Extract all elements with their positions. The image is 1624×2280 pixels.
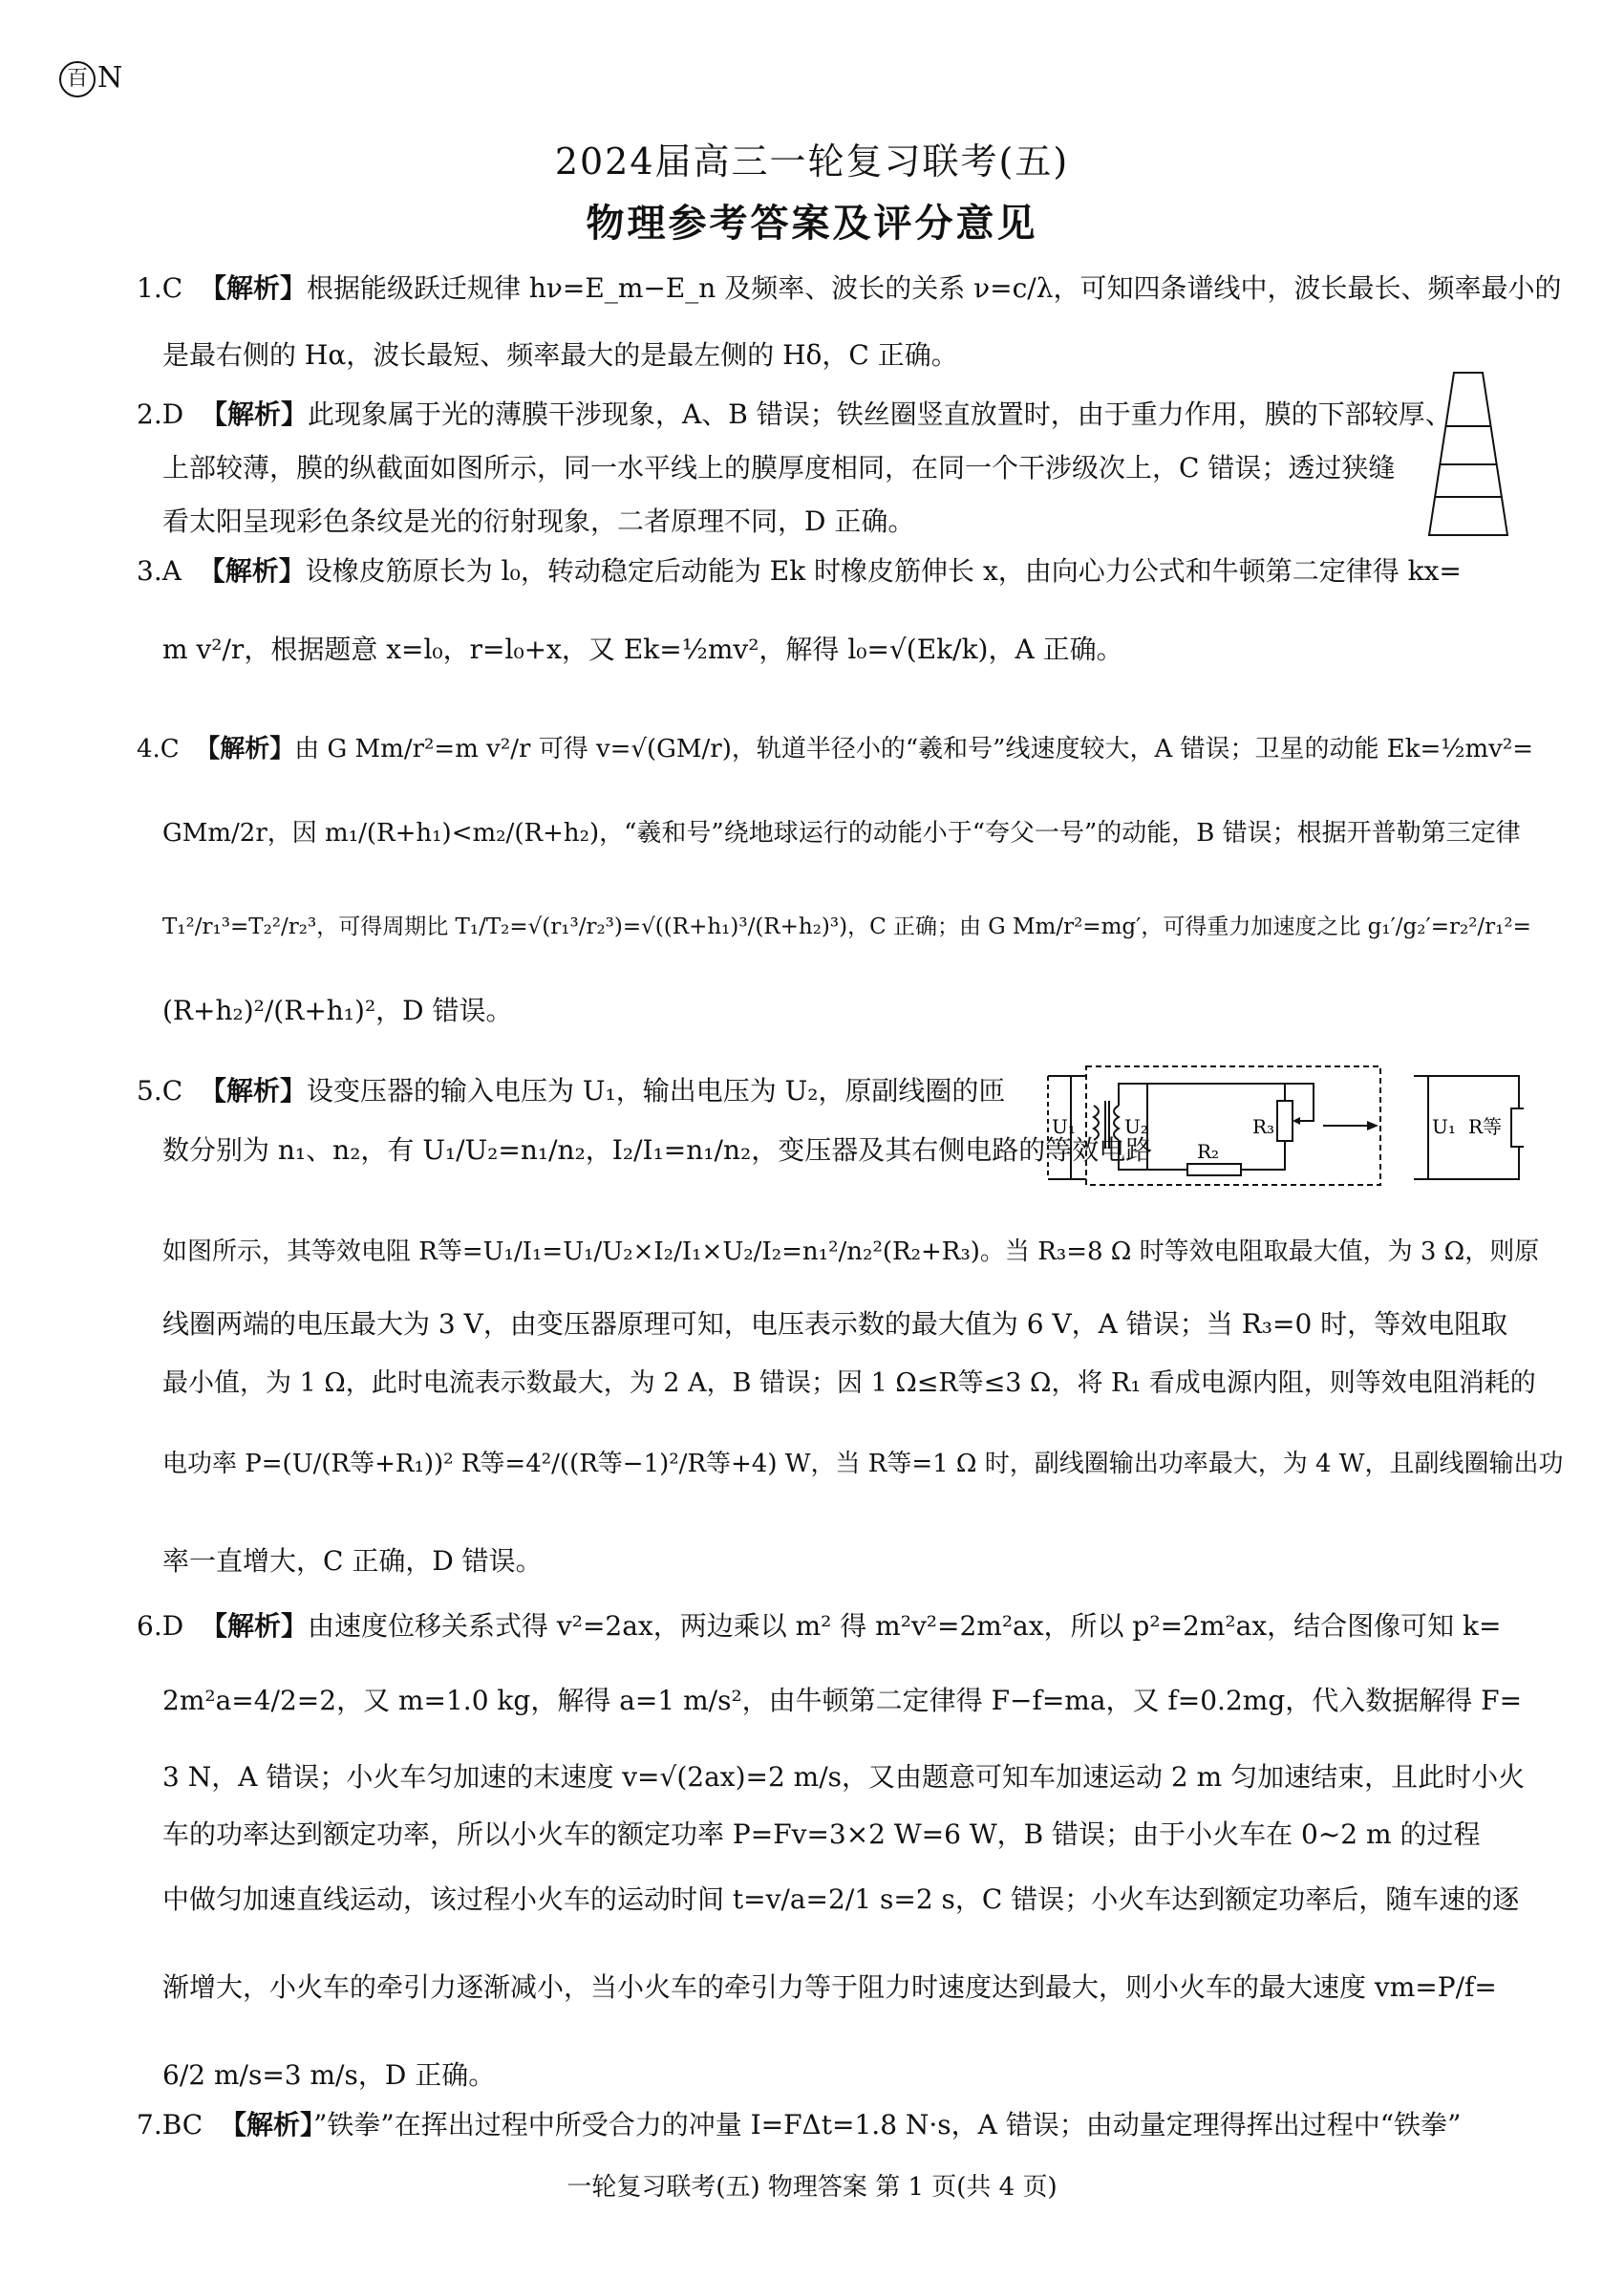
answer-1-line-1: 1.C 【解析】根据能级跃迁规律 hν=E_m−E_n 及频率、波长的关系 ν=c/λ，可知四条谱线中，波长最长、频率最小的 <box>137 272 1562 304</box>
label-r3: R₃ <box>1252 1115 1275 1138</box>
publisher-logo <box>59 61 122 97</box>
logo-circle-char: 百 <box>59 61 96 97</box>
answer-5-line-5: 最小值，为 1 Ω，此时电流表示数最大，为 2 A，B 错误；因 1 Ω≤R等≤3 Ω，将 R₁ 看成电源内阻，则等效电阻消耗的 <box>162 1368 1536 1398</box>
answer-6-line-3: 3 N，A 错误；小火车匀加速的末速度 v=√(2ax)=2 m/s，又由题意可知车加速运动 2 m 匀加速结束，且此时小火 <box>162 1761 1526 1793</box>
answer-3-line-1: 3.A 【解析】设橡皮筋原长为 l₀，转动稳定后动能为 Ek 时橡皮筋伸长 x，由向心力公式和牛顿第二定律得 kx= <box>137 555 1462 587</box>
answer-5-line-7: 率一直增大，C 正确，D 错误。 <box>162 1545 543 1577</box>
answer-6-line-2: 2m²a=4/2=2，又 m=1.0 kg，解得 a=1 m/s²，由牛顿第二定律得 F−f=ma，又 f=0.2mg，代入数据解得 F= <box>162 1685 1523 1716</box>
answer-4-line-2: GMm/2r，因 m₁/(R+h₁)<m₂/(R+h₂)，“羲和号”绕地球运行的动能小于“夸父一号”的动能，B 错误；根据开普勒第三定律 <box>162 819 1521 848</box>
answer-5-line-6: 电功率 P=(U/(R等+R₁))² R等=4²/((R等−1)²/R等+4) W，当 R等=1 Ω 时，副线圈输出功率最大，为 4 W，且副线圈输出功 <box>162 1450 1564 1478</box>
label-r2: R₂ <box>1197 1140 1220 1163</box>
logo-letter: N <box>97 61 123 95</box>
answer-4-line-1: 4.C 【解析】由 G Mm/r²=m v²/r 可得 v=√(GM/r)，轨道半径小的“羲和号”线速度较大，A 错误；卫星的动能 Ek=½mv²= <box>137 735 1534 764</box>
label-u1-left: U₁ <box>1052 1115 1076 1138</box>
answer-2-line-3: 看太阳呈现彩色条纹是光的衍射现象，二者原理不同，D 正确。 <box>162 505 915 537</box>
label-u2: U₂ <box>1124 1115 1148 1138</box>
answer-4-line-4: (R+h₂)²/(R+h₁)²，D 错误。 <box>162 995 513 1026</box>
answer-6-line-5: 中做匀加速直线运动，该过程小火车的运动时间 t=v/a=2/1 s=2 s，C 错误；小火车达到额定功率后，随车速的逐 <box>162 1883 1520 1915</box>
page-footer: 一轮复习联考(五) 物理答案 第 1 页(共 4 页) <box>566 2173 1058 2202</box>
answer-6-line-1: 6.D 【解析】由速度位移关系式得 v²=2ax，两边乘以 m² 得 m²v²=2m²ax，所以 p²=2m²ax，结合图像可知 k= <box>137 1610 1502 1642</box>
answer-4-line-3: T₁²/r₁³=T₂²/r₂³，可得周期比 T₁/T₂=√(r₁³/r₂³)=√((R+h₁)³/(R+h₂)³)，C 正确；由 G Mm/r²=mg′，可得重力加速度之比 g₁′/g₂′=r₂²/r₁²= <box>162 914 1531 939</box>
answer-5-line-2: 数分别为 n₁、n₂，有 U₁/U₂=n₁/n₂，I₂/I₁=n₁/n₂，变压器及其右侧电路的等效电路 <box>162 1134 1153 1166</box>
answer-6-line-6: 渐增大，小火车的牵引力逐渐减小，当小火车的牵引力等于阻力时速度达到最大，则小火车的最大速度 vm=P/f= <box>162 1971 1497 2003</box>
film-cross-section-figure <box>1425 369 1511 541</box>
answer-2-line-1: 2.D 【解析】此现象属于光的薄膜干涉现象，A、B 错误；铁丝圈竖直放置时，由于重力作用，膜的下部较厚、 <box>137 398 1452 430</box>
answer-5-line-1: 5.C 【解析】设变压器的输入电压为 U₁，输出电压为 U₂，原副线圈的匝 <box>137 1075 1006 1107</box>
answer-5-line-4: 线圈两端的电压最大为 3 V，由变压器原理可知，电压表示数的最大值为 6 V，A 错误；当 R₃=0 时，等效电阻取 <box>162 1308 1508 1340</box>
answer-1-line-2: 是最右侧的 Hα，波长最短、频率最大的是最左侧的 Hδ，C 正确。 <box>162 339 958 371</box>
label-r-eq: R等 <box>1468 1115 1503 1138</box>
page-title: 物理参考答案及评分意见 <box>586 202 1038 246</box>
answer-6-line-4: 车的功率达到额定功率，所以小火车的额定功率 P=Fv=3×2 W=6 W，B 错误；由于小火车在 0~2 m 的过程 <box>162 1818 1481 1850</box>
answer-7-line-1: 7.BC 【解析】”铁拳”在挥出过程中所受合力的冲量 I=FΔt=1.8 N·s，A 错误；由动量定理得挥出过程中“铁拳” <box>137 2109 1462 2140</box>
answer-3-line-2: m v²/r，根据题意 x=l₀，r=l₀+x，又 Ek=½mv²，解得 l₀=√(Ek/k)，A 正确。 <box>162 634 1123 665</box>
equivalent-circuit-figure <box>1036 1063 1524 1192</box>
answer-2-line-2: 上部较薄，膜的纵截面如图所示，同一水平线上的膜厚度相同，在同一个干涉级次上，C 错误；透过狭缝 <box>162 452 1396 484</box>
label-u1-right: U₁ <box>1432 1115 1456 1138</box>
exam-title: 2024届高三一轮复习联考(五) <box>554 140 1070 183</box>
answer-6-line-7: 6/2 m/s=3 m/s，D 正确。 <box>162 2059 496 2091</box>
answer-5-line-3: 如图所示，其等效电阻 R等=U₁/I₁=U₁/U₂×I₂/I₁×U₂/I₂=n₁²/n₂²(R₂+R₃)。当 R₃=8 Ω 时等效电阻取最大值，为 3 Ω，则原 <box>162 1237 1540 1266</box>
